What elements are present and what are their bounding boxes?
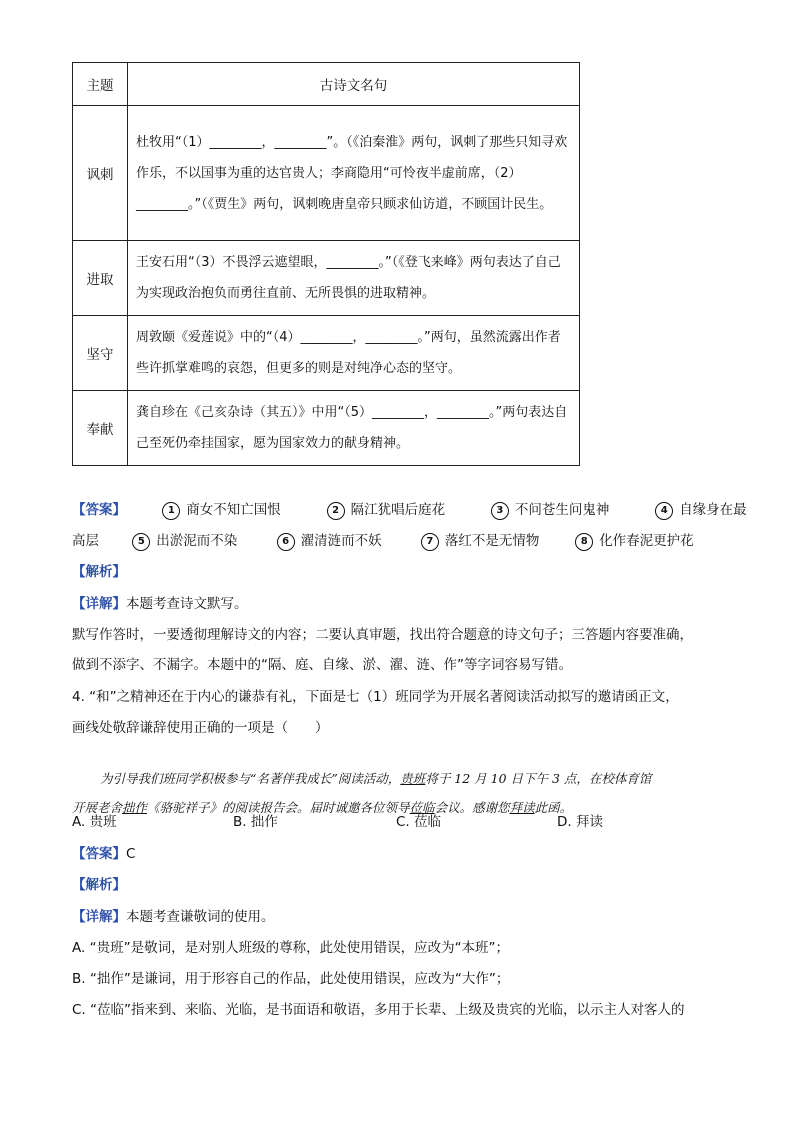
table-row	[73, 316, 580, 391]
answer-item	[421, 529, 571, 551]
answer-continuation: 高层	[72, 533, 99, 549]
answer2-line	[72, 842, 135, 862]
answer-item	[162, 498, 322, 520]
detail-text: 本题考查诗文默写。	[126, 596, 248, 612]
question-stem: 4. “和”之精神还在于内心的谦恭有礼，下面是七（1）班同学为开展名著阅读活动拟写的邀请函正文，	[72, 689, 679, 705]
answer-item	[655, 498, 747, 520]
letter-text: 为引导我们班同学积极参与“名著伴我成长”阅读活动，	[100, 771, 401, 786]
letter-text: 将于 12 月 10 日下午 3 点，在校体育馆	[425, 771, 652, 786]
circled-number: 6	[277, 533, 295, 551]
answer-text: 出淤泥而不染	[156, 533, 238, 549]
answer-text: 落红不是无情物	[444, 533, 540, 549]
row-theme: 进取	[73, 241, 128, 316]
detail-line	[72, 905, 275, 925]
circled-number: 5	[132, 533, 150, 551]
circled-number: 1	[162, 502, 180, 520]
circled-number: 7	[421, 533, 439, 551]
answer-item	[491, 498, 651, 520]
answer-text: 化作春泥更护花	[599, 533, 694, 549]
header-theme: 主题	[73, 63, 128, 106]
table-header-row	[73, 63, 580, 106]
answer-text: 隔江犹唱后庭花	[350, 502, 446, 518]
analysis-option-c: C. “莅临”指来到、来临、光临，是书面语和敬语，多用于长辈、上级及贵宾的光临，以示主人对客人的	[72, 1002, 685, 1018]
answer-text: 不问苍生问鬼神	[514, 502, 610, 518]
analysis-paragraph: 默写作答时，一要透彻理解诗文的内容；二要认真审题，找出符合题意的诗文句子；三答题内容要准确，	[72, 627, 693, 643]
answer-item	[327, 498, 487, 520]
circled-number: 3	[491, 502, 509, 520]
row-content: 龚自珍在《己亥杂诗（其五）》中用“（5）________，________。”两句表达自己至死仍牵挂国家，愿为国家效力的献身精神。	[128, 391, 580, 466]
analysis-option-b: B. “拙作”是谦词，用于形容自己的作品，此处使用错误，应改为“大作”；	[72, 971, 510, 987]
underlined-word: 拜读	[509, 800, 535, 815]
option-d[interactable]: D. 拜读	[557, 814, 603, 830]
answer-tag: 【答案】	[72, 846, 126, 862]
answer-item	[277, 529, 417, 551]
table-row	[73, 106, 580, 241]
table-row	[73, 391, 580, 466]
underlined-word: 莅临	[409, 800, 435, 815]
option-c[interactable]: C. 莅临	[396, 814, 442, 830]
analysis-paragraph: 做到不添字、不漏字。本题中的“隔、庭、自缘、淤、濯、涟、作”等字词容易写错。	[72, 657, 572, 673]
row-content: 周敦颐《爱莲说》中的“（4）________，________。”两句，虽然流露出作者些许抓掌难鸣的哀怨，但更多的则是对纯净心态的坚守。	[128, 316, 580, 391]
circled-number: 4	[655, 502, 673, 520]
row-content: 杜牧用“（1）________，________”。（《泊秦淮》两句，讽刺了那些只知寻欢作乐，不以国事为重的达官贵人；李商隐用“可怜夜半虚前席，（2）________。”（《贾生》两句，讽刺晚唐皇帝只顾求仙访道，不顾国计民生。	[128, 106, 580, 241]
analysis-tag: 【解析】	[72, 877, 126, 893]
detail-text: 本题考查谦敬词的使用。	[126, 909, 275, 925]
option-a[interactable]: A. 贵班	[72, 814, 117, 830]
circled-number: 8	[575, 533, 593, 551]
analysis-tag: 【解析】	[72, 564, 126, 580]
underlined-word: 贵班	[400, 771, 426, 786]
answer-line-1	[72, 498, 747, 520]
letter-text: 《骆驼祥子》的阅读报告会。届时诚邀各位领导	[147, 800, 410, 815]
detail-tag: 【详解】	[72, 596, 126, 612]
underlined-word: 拙作	[122, 800, 148, 815]
detail-tag: 【详解】	[72, 909, 126, 925]
answer-text: 濯清涟而不妖	[300, 533, 382, 549]
analysis-option-a: A. “贵班”是敬词，是对别人班级的尊称，此处使用错误，应改为“本班”；	[72, 940, 510, 956]
row-theme: 讽刺	[73, 106, 128, 241]
answer-line-2	[72, 529, 694, 551]
answer-item	[575, 529, 694, 551]
header-content: 古诗文名句	[128, 63, 580, 106]
letter-line	[72, 764, 722, 793]
row-content: 王安石用“（3）不畏浮云遮望眼，________。”（《登飞来峰》两句表达了自己为实现政治抱负而勇往直前、无所畏惧的进取精神。	[128, 241, 580, 316]
detail-line	[72, 592, 248, 612]
question-stem: 画线处敬辞谦辞使用正确的一项是（ ）	[72, 720, 329, 736]
answer-text: 商女不知亡国恨	[186, 502, 281, 518]
answer-tag: 【答案】	[72, 502, 126, 518]
letter-text: 会议。感谢您	[434, 800, 510, 815]
option-b[interactable]: B. 拙作	[233, 814, 278, 830]
answer-item	[132, 529, 272, 551]
answer-text: 自缘身在最	[679, 502, 747, 518]
row-theme: 奉献	[73, 391, 128, 466]
circled-number: 2	[327, 502, 345, 520]
table-row	[73, 241, 580, 316]
letter-text: 此函。	[534, 800, 573, 815]
poem-table	[72, 62, 580, 466]
answer-value: C	[126, 846, 136, 862]
letter-text: 开展老舍	[72, 800, 123, 815]
row-theme: 坚守	[73, 316, 128, 391]
